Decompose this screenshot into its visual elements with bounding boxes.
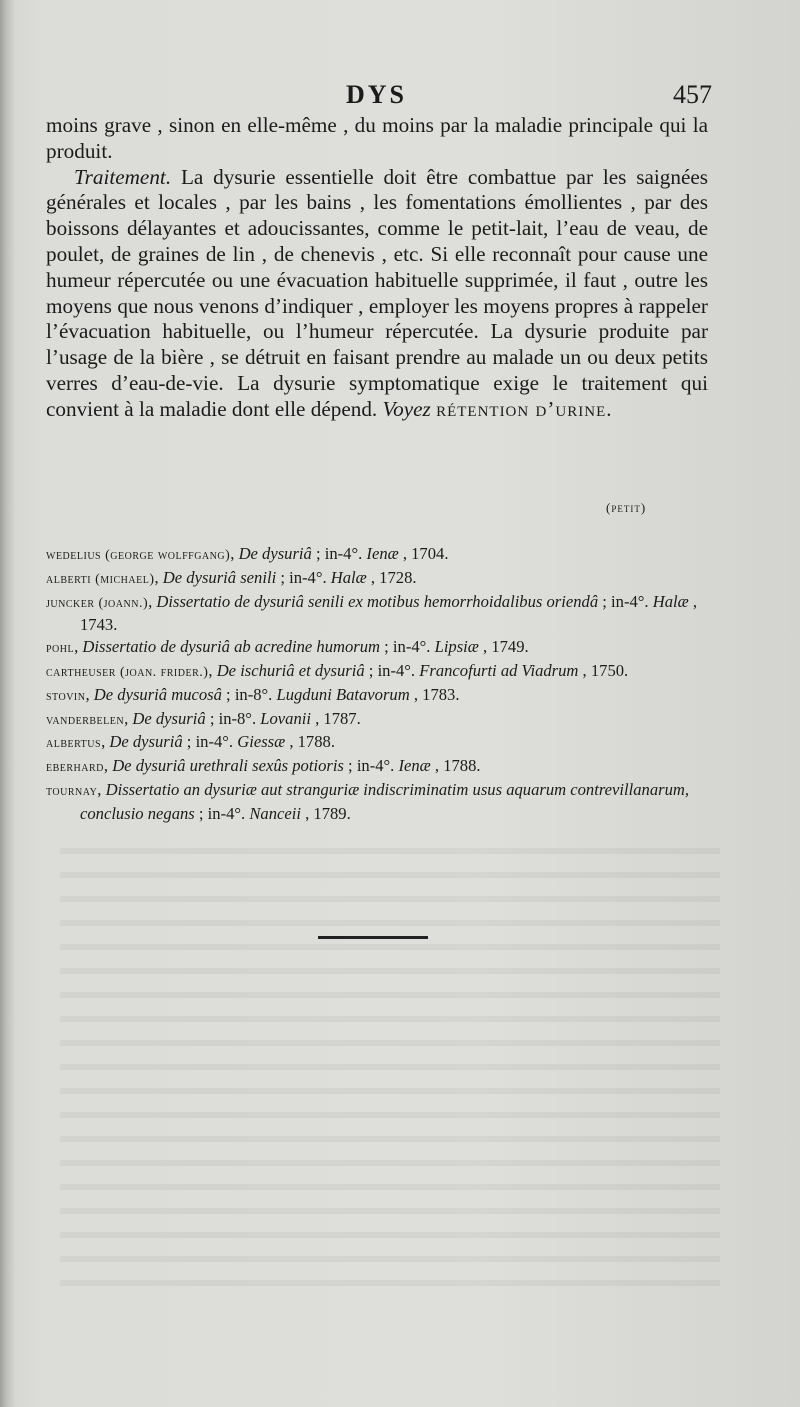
- bibliography-entry: albertus, De dysuriâ ; in-4°. Giessæ , 1788.: [46, 732, 335, 752]
- ref-place: Giessæ: [237, 732, 286, 752]
- ref-year: , 1783.: [409, 684, 460, 704]
- ref-format: ; in-8°.: [205, 708, 261, 728]
- ref-title: De dysuriâ urethrali sexûs potioris: [112, 756, 344, 776]
- ref-format: ; in-4°.: [343, 756, 399, 776]
- bibliography-entry: juncker (joann.), Dissertatio de dysuriâ senili ex motibus hemorrhoidalibus oriendâ ; in-4°. Halæ , 1743.: [46, 591, 697, 635]
- ref-author: cartheuser (joan. frider.): [46, 664, 209, 680]
- bibliography-entry: stovin, De dysuriâ mucosâ ; in-8°. Lugduni Batavorum , 1783.: [46, 684, 460, 704]
- ref-author: tournay: [46, 783, 98, 799]
- ref-format: ; in-4°.: [194, 803, 250, 823]
- bibliography-entry: pohl, Dissertatio de dysuriâ ab acredine humorum ; in-4°. Lipsiæ , 1749.: [46, 637, 529, 657]
- ref-format: ; in-4°.: [311, 544, 367, 563]
- ref-place: Lovanii: [260, 708, 311, 728]
- ref-author: wedelius (george wolffgang): [46, 548, 231, 563]
- bibliography-entry: vanderbelen, De dysuriâ ; in-8°. Lovanii , 1787.: [46, 708, 361, 728]
- author-signature: (petit): [606, 500, 647, 515]
- running-title: DYS: [346, 80, 408, 109]
- ref-year: , 1787.: [310, 708, 361, 728]
- ref-year: , 1749.: [478, 637, 529, 657]
- bibliography-entry: cartheuser (joan. frider.), De ischuriâ et dysuriâ ; in-4°. Francofurti ad Viadrum , 1750.: [46, 660, 629, 680]
- ref-format: ; in-4°.: [380, 637, 435, 657]
- bibliography-entry: alberti (michael), De dysuriâ senili ; in-4°. Halæ , 1728.: [46, 567, 417, 587]
- bibliography-entry: wedelius (george wolffgang), De dysuriâ ; in-4°. Ienæ , 1704.: [46, 544, 449, 563]
- ref-format: ; in-4°.: [276, 567, 331, 587]
- ref-year: , 1728.: [366, 567, 417, 587]
- ref-author: albertus: [46, 736, 102, 752]
- ref-author: pohl: [46, 641, 75, 657]
- ref-place: Lugduni Batavorum: [276, 684, 410, 704]
- ref-author: stovin: [46, 688, 86, 704]
- see-also-word: Voyez: [382, 396, 431, 421]
- bibliography-entry: tournay, Dissertatio an dysuriæ aut stranguriæ indiscriminatim usus aquarum contrevillanarum, conclusio negans ; in-4°. Nanceii , 1789.: [46, 779, 690, 823]
- ref-place: Ienæ: [398, 756, 431, 776]
- ref-year: , 1788.: [430, 756, 481, 776]
- ref-place: Ienæ: [366, 544, 399, 563]
- ref-title: Dissertatio an dysuriæ aut stranguriæ indiscriminatim usus aquarum contrevillanarum, conclusio negans: [80, 779, 690, 823]
- ref-place: Nanceii: [249, 803, 301, 823]
- ref-author: vanderbelen: [46, 712, 125, 728]
- page-number: 457: [673, 80, 712, 109]
- body-text: [46, 113, 708, 423]
- ref-year: , 1750.: [578, 660, 629, 680]
- ref-title: De dysuriâ mucosâ: [93, 684, 222, 704]
- treatment-text: La dysurie essentielle doit être combattue par les saignées générales et locales , par les bains , les fomentations émollientes , par des boissons délayantes et adoucissantes, comme le petit-lait, l’eau de veau, de poulet, de graines de lin , de chenevis , etc. Si elle reconnaît pour cause une humeur répercutée ou une évacuation habituelle supprimée, il faut , outre les moyens que nous venons d’indiquer , employer les moyens propres à rappeler l’évacuation habituelle, ou l’humeur répercutée. La dysurie produite par l’usage de la bière , se détruit en faisant prendre au malade un ou deux petits verres d’eau-de-vie. La dysurie symptomatique exige le traitement qui convient à la maladie dont elle dépend.: [46, 164, 708, 421]
- ref-title: De dysuriâ senili: [162, 567, 277, 587]
- ref-title: De dysuriâ: [238, 544, 312, 563]
- bibliography-entry: eberhard, De dysuriâ urethrali sexûs potioris ; in-4°. Ienæ , 1788.: [46, 756, 481, 776]
- ref-format: ; in-4°.: [364, 660, 420, 680]
- ref-title: De dysuriâ: [132, 708, 206, 728]
- ref-title: De dysuriâ: [109, 732, 183, 752]
- section-divider: [318, 936, 428, 939]
- ref-author: alberti (michael): [46, 571, 155, 587]
- ref-year: , 1788.: [285, 732, 335, 752]
- ref-format: ; in-4°.: [598, 591, 653, 611]
- ref-year: , 1743.: [80, 591, 697, 635]
- ref-author: juncker (joann.): [46, 595, 149, 611]
- ref-format: ; in-4°.: [182, 732, 238, 752]
- ref-title: De ischuriâ et dysuriâ: [216, 660, 365, 680]
- ref-title: Dissertatio de dysuriâ senili ex motibus hemorrhoidalibus oriendâ: [156, 591, 599, 611]
- ref-place: Francofurti ad Viadrum: [419, 660, 579, 680]
- page-header: [46, 80, 712, 112]
- ref-title: Dissertatio de dysuriâ ab acredine humorum: [82, 637, 381, 657]
- ref-author: eberhard: [46, 760, 104, 776]
- ref-place: Halæ: [330, 567, 367, 587]
- bibliography: [46, 543, 710, 825]
- treatment-heading: Traitement.: [74, 164, 172, 189]
- ref-year: , 1789.: [300, 803, 351, 823]
- ref-year: , 1704.: [398, 544, 449, 563]
- cross-reference: rétention d’urine.: [436, 396, 613, 421]
- paragraph-treatment: [46, 165, 708, 423]
- ref-place: Lipsiæ: [434, 637, 479, 657]
- ref-format: ; in-8°.: [221, 684, 277, 704]
- paragraph-intro: moins grave , sinon en elle-même , du moins par la maladie principale qui la produit.: [46, 113, 708, 163]
- ref-place: Halæ: [652, 591, 689, 611]
- show-through-texture: [60, 830, 720, 1300]
